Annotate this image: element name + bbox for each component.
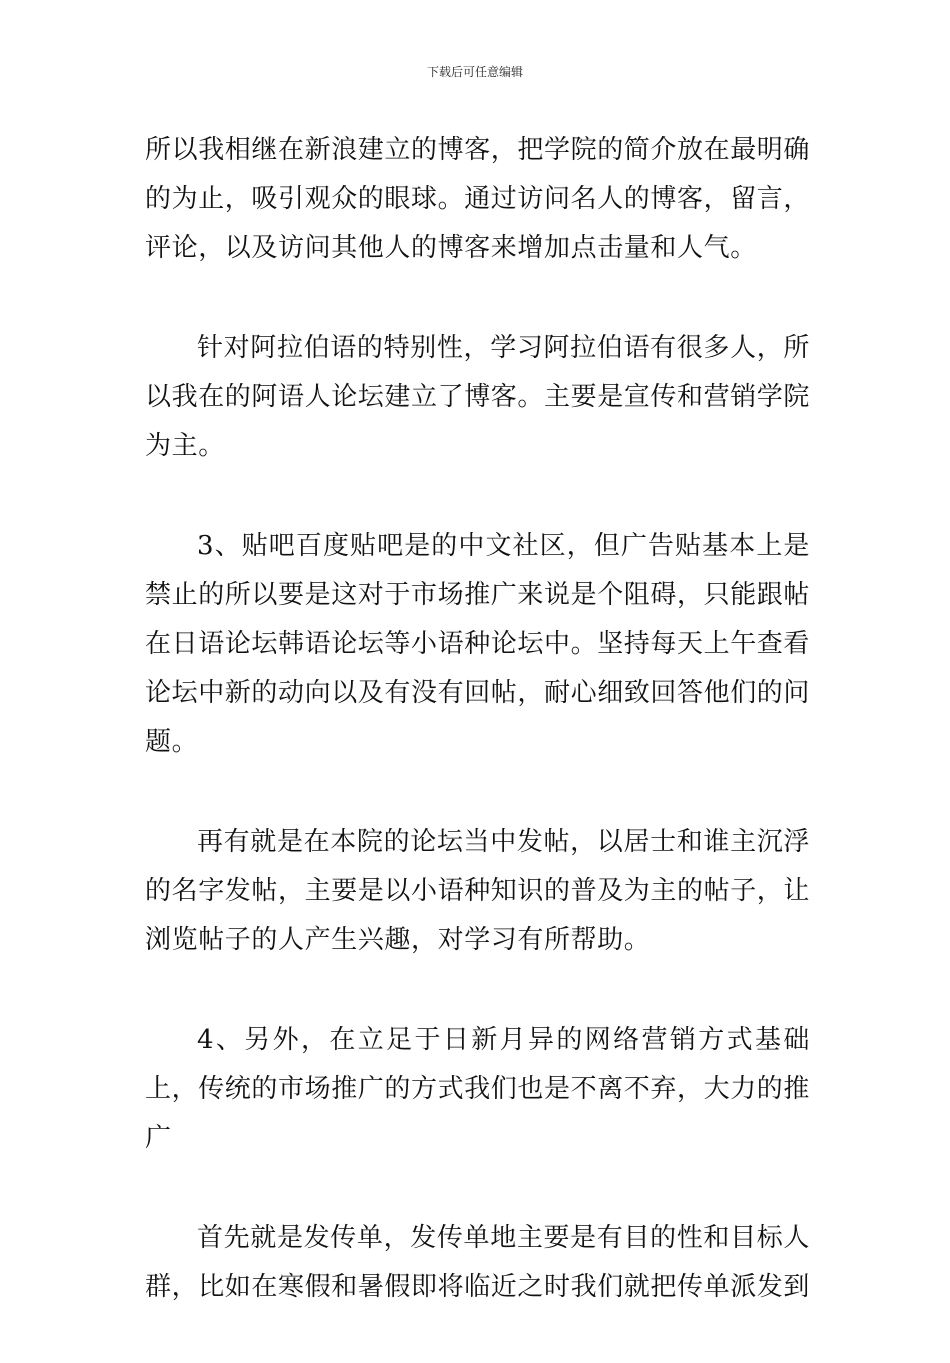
paragraph-4: 再有就是在本院的论坛当中发帖，以居士和谁主沉浮的名字发帖，主要是以小语种知识的普及为主的帖子，让浏览帖子的人产生兴趣，对学习有所帮助。 <box>145 827 811 955</box>
page-header: 下载后可任意编辑 <box>426 65 523 79</box>
paragraph-3: 3、贴吧百度贴吧是的中文社区，但广告贴基本上是禁止的所以要是这对于市场推广来说是个阻碍，只能跟帖在日语论坛韩语论坛等小语种论坛中。坚持每天上午查看论坛中新的动向以及有没有回帖，耐心细致回答他们的问题。 <box>145 531 811 757</box>
paragraph-6: 首先就是发传单，发传单地主要是有目的性和目标人群，比如在寒假和暑假即将临近之时我们就把传单派发到 <box>145 1223 811 1302</box>
document-body <box>145 126 810 1363</box>
paragraph-2: 针对阿拉伯语的特别性，学习阿拉伯语有很多人，所以我在的阿语人论坛建立了博客。主要是宣传和营销学院为主。 <box>145 333 811 461</box>
paragraph-1: 所以我相继在新浪建立的博客，把学院的简介放在最明确的为止，吸引观众的眼球。通过访问名人的博客，留言，评论，以及访问其他人的博客来增加点击量和人气。 <box>145 135 811 263</box>
paragraph-5: 4、另外，在立足于日新月异的网络营销方式基础上，传统的市场推广的方式我们也是不离不弃，大力的推广 <box>145 1025 811 1153</box>
